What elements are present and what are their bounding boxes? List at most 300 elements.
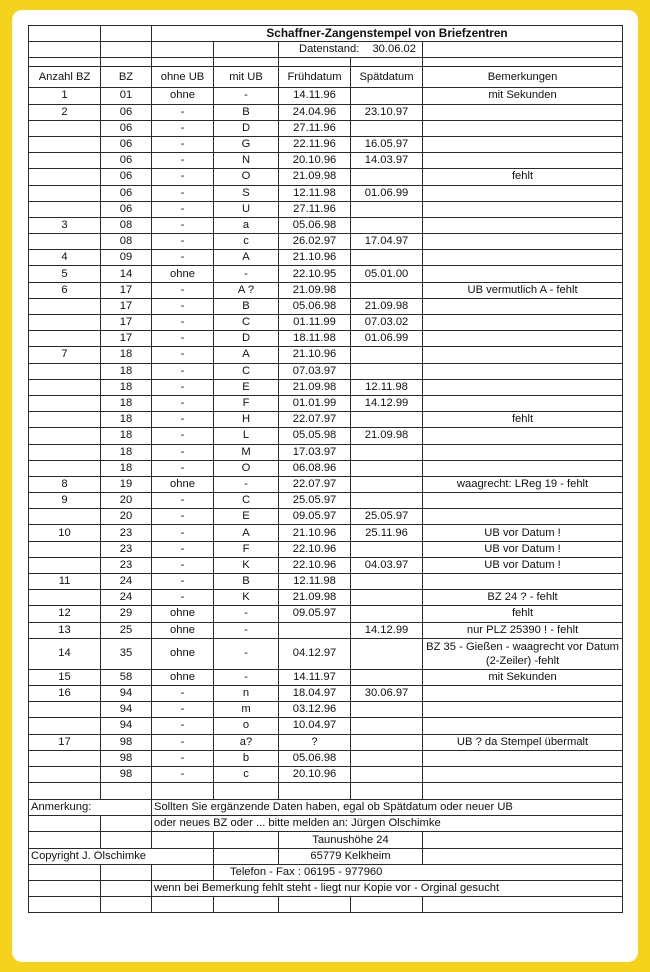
cell-bz: 18 bbox=[101, 347, 152, 363]
cell-mit-ub: C bbox=[214, 493, 279, 509]
cell-bemerkung bbox=[423, 363, 623, 379]
cell-bz: 94 bbox=[101, 702, 152, 718]
table-row bbox=[29, 476, 623, 492]
table-row bbox=[29, 525, 623, 541]
cell-anzahl-bz bbox=[29, 509, 101, 525]
cell-ohne-ub: - bbox=[152, 347, 214, 363]
cell-bz: 35 bbox=[101, 638, 152, 669]
cell-anzahl-bz: 1 bbox=[29, 88, 101, 104]
cell-ohne-ub: - bbox=[152, 379, 214, 395]
cell-mit-ub: G bbox=[214, 136, 279, 152]
cell-fruehdatum: 21.09.98 bbox=[279, 590, 351, 606]
cell-fruehdatum: 21.10.96 bbox=[279, 347, 351, 363]
cell-mit-ub: N bbox=[214, 153, 279, 169]
cell-bemerkung: BZ 24 ? - fehlt bbox=[423, 590, 623, 606]
cell-anzahl-bz: 2 bbox=[29, 104, 101, 120]
cell-bz: 17 bbox=[101, 315, 152, 331]
cell-fruehdatum: 18.04.97 bbox=[279, 685, 351, 701]
header-bemerkungen: Bemerkungen bbox=[423, 67, 623, 88]
cell-spaetdatum bbox=[351, 444, 423, 460]
cell-mit-ub: B bbox=[214, 574, 279, 590]
cell-spaetdatum bbox=[351, 217, 423, 233]
datenstand-value: 30.06.02 bbox=[372, 43, 416, 56]
cell-bz: 18 bbox=[101, 412, 152, 428]
cell-bemerkung bbox=[423, 315, 623, 331]
footer-row-6 bbox=[29, 881, 623, 897]
cell-bz: 06 bbox=[101, 153, 152, 169]
cell-bemerkung bbox=[423, 266, 623, 282]
stamp-table-body bbox=[29, 26, 623, 783]
cell-bz: 94 bbox=[101, 718, 152, 734]
cell-anzahl-bz bbox=[29, 750, 101, 766]
cell-mit-ub: O bbox=[214, 169, 279, 185]
footer-row-1 bbox=[29, 800, 623, 816]
cell-spaetdatum: 12.11.98 bbox=[351, 379, 423, 395]
cell-fruehdatum: 25.05.97 bbox=[279, 493, 351, 509]
cell-bz: 06 bbox=[101, 185, 152, 201]
cell-anzahl-bz bbox=[29, 185, 101, 201]
table-title: Schaffner-Zangenstempel von Briefzentren bbox=[152, 26, 623, 42]
cell-bemerkung: waagrecht: LReg 19 - fehlt bbox=[423, 476, 623, 492]
cell-mit-ub: E bbox=[214, 509, 279, 525]
cell-mit-ub: K bbox=[214, 590, 279, 606]
cell-ohne-ub: ohne bbox=[152, 476, 214, 492]
table-row bbox=[29, 460, 623, 476]
cell-ohne-ub: - bbox=[152, 541, 214, 557]
table-row bbox=[29, 428, 623, 444]
cell-fruehdatum: ? bbox=[279, 734, 351, 750]
table-row bbox=[29, 282, 623, 298]
table-row bbox=[29, 574, 623, 590]
cell-spaetdatum: 14.12.99 bbox=[351, 622, 423, 638]
table-row bbox=[29, 169, 623, 185]
cell-bz: 25 bbox=[101, 622, 152, 638]
table-row bbox=[29, 234, 623, 250]
cell-bemerkung: fehlt bbox=[423, 412, 623, 428]
cell-spaetdatum bbox=[351, 169, 423, 185]
cell-spaetdatum: 21.09.98 bbox=[351, 298, 423, 314]
footer-copyright: Copyright J. Olschimke bbox=[29, 848, 214, 864]
cell-anzahl-bz bbox=[29, 718, 101, 734]
footer-line-1: Sollten Sie ergänzende Daten haben, egal ob Spätdatum oder neuer UB bbox=[152, 800, 623, 816]
cell-spaetdatum: 23.10.97 bbox=[351, 104, 423, 120]
table-row bbox=[29, 88, 623, 104]
cell-ohne-ub: - bbox=[152, 412, 214, 428]
table-row bbox=[29, 331, 623, 347]
cell-anzahl-bz bbox=[29, 766, 101, 782]
cell-mit-ub: M bbox=[214, 444, 279, 460]
cell-spaetdatum: 01.06.99 bbox=[351, 331, 423, 347]
cell-bz: 09 bbox=[101, 250, 152, 266]
datenstand-row bbox=[29, 42, 623, 58]
cell-anzahl-bz: 7 bbox=[29, 347, 101, 363]
cell-spaetdatum: 07.03.02 bbox=[351, 315, 423, 331]
cell-mit-ub: - bbox=[214, 476, 279, 492]
footer-row-2 bbox=[29, 816, 623, 832]
cell-bemerkung: fehlt bbox=[423, 606, 623, 622]
cell-fruehdatum: 18.11.98 bbox=[279, 331, 351, 347]
table-row bbox=[29, 557, 623, 573]
title-row bbox=[29, 26, 623, 42]
cell-spaetdatum bbox=[351, 590, 423, 606]
table-row bbox=[29, 622, 623, 638]
table-row bbox=[29, 185, 623, 201]
table-row bbox=[29, 347, 623, 363]
cell-bz: 06 bbox=[101, 169, 152, 185]
cell-spaetdatum: 30.06.97 bbox=[351, 685, 423, 701]
cell-bz: 94 bbox=[101, 685, 152, 701]
cell-fruehdatum: 22.10.96 bbox=[279, 541, 351, 557]
cell-mit-ub: A bbox=[214, 347, 279, 363]
cell-ohne-ub: - bbox=[152, 169, 214, 185]
cell-bemerkung bbox=[423, 750, 623, 766]
header-bz: BZ bbox=[101, 67, 152, 88]
table-row bbox=[29, 669, 623, 685]
cell-anzahl-bz bbox=[29, 379, 101, 395]
cell-anzahl-bz bbox=[29, 201, 101, 217]
table-row bbox=[29, 606, 623, 622]
cell-bz: 06 bbox=[101, 136, 152, 152]
footer-note: wenn bei Bemerkung fehlt steht - liegt nur Kopie vor - Orginal gesucht bbox=[152, 881, 623, 897]
cell-spaetdatum bbox=[351, 460, 423, 476]
cell-ohne-ub: - bbox=[152, 702, 214, 718]
cell-spaetdatum bbox=[351, 606, 423, 622]
cell-mit-ub: B bbox=[214, 298, 279, 314]
cell-bz: 24 bbox=[101, 574, 152, 590]
cell-spaetdatum bbox=[351, 493, 423, 509]
cell-anzahl-bz: 8 bbox=[29, 476, 101, 492]
cell-bz: 01 bbox=[101, 88, 152, 104]
header-ohne-ub: ohne UB bbox=[152, 67, 214, 88]
cell-fruehdatum: 20.10.96 bbox=[279, 153, 351, 169]
footer-row-3 bbox=[29, 832, 623, 848]
cell-mit-ub: A ? bbox=[214, 282, 279, 298]
cell-fruehdatum: 21.09.98 bbox=[279, 169, 351, 185]
cell-anzahl-bz bbox=[29, 395, 101, 411]
cell-bemerkung: UB vor Datum ! bbox=[423, 557, 623, 573]
table-row bbox=[29, 541, 623, 557]
cell-fruehdatum bbox=[279, 622, 351, 638]
table-row bbox=[29, 363, 623, 379]
cell-mit-ub: a? bbox=[214, 734, 279, 750]
table-row bbox=[29, 493, 623, 509]
cell-bz: 98 bbox=[101, 734, 152, 750]
cell-ohne-ub: - bbox=[152, 185, 214, 201]
cell-fruehdatum: 24.04.96 bbox=[279, 104, 351, 120]
cell-fruehdatum: 07.03.97 bbox=[279, 363, 351, 379]
header-fruehdatum: Frühdatum bbox=[279, 67, 351, 88]
cell-bemerkung bbox=[423, 234, 623, 250]
cell-anzahl-bz bbox=[29, 120, 101, 136]
table-row bbox=[29, 685, 623, 701]
cell-mit-ub: F bbox=[214, 541, 279, 557]
cell-anzahl-bz bbox=[29, 331, 101, 347]
cell-ohne-ub: - bbox=[152, 395, 214, 411]
cell-spaetdatum bbox=[351, 476, 423, 492]
cell-fruehdatum: 05.06.98 bbox=[279, 217, 351, 233]
table-row bbox=[29, 766, 623, 782]
cell-bemerkung bbox=[423, 444, 623, 460]
cell-mit-ub: C bbox=[214, 315, 279, 331]
cell-ohne-ub: ohne bbox=[152, 266, 214, 282]
spacer-row bbox=[29, 58, 623, 67]
footer-line-2: oder neues BZ oder ... bitte melden an: Jürgen Olschimke bbox=[152, 816, 623, 832]
cell-ohne-ub: - bbox=[152, 750, 214, 766]
cell-ohne-ub: - bbox=[152, 590, 214, 606]
cell-anzahl-bz: 9 bbox=[29, 493, 101, 509]
cell-mit-ub: A bbox=[214, 525, 279, 541]
footer-street: Taunushöhe 24 bbox=[279, 832, 423, 848]
cell-mit-ub: n bbox=[214, 685, 279, 701]
cell-mit-ub: F bbox=[214, 395, 279, 411]
cell-spaetdatum bbox=[351, 363, 423, 379]
cell-bemerkung: mit Sekunden bbox=[423, 88, 623, 104]
cell-anzahl-bz: 17 bbox=[29, 734, 101, 750]
cell-bemerkung: UB vor Datum ! bbox=[423, 525, 623, 541]
cell-bemerkung bbox=[423, 574, 623, 590]
cell-bz: 06 bbox=[101, 201, 152, 217]
cell-fruehdatum: 22.10.95 bbox=[279, 266, 351, 282]
cell-spaetdatum: 25.05.97 bbox=[351, 509, 423, 525]
table-footer bbox=[29, 783, 623, 913]
cell-fruehdatum: 27.11.96 bbox=[279, 120, 351, 136]
cell-ohne-ub: - bbox=[152, 234, 214, 250]
cell-anzahl-bz bbox=[29, 153, 101, 169]
cell-bemerkung bbox=[423, 331, 623, 347]
cell-bz: 23 bbox=[101, 557, 152, 573]
cell-spaetdatum bbox=[351, 541, 423, 557]
cell-fruehdatum: 20.10.96 bbox=[279, 766, 351, 782]
cell-bemerkung bbox=[423, 379, 623, 395]
cell-ohne-ub: ohne bbox=[152, 622, 214, 638]
cell-fruehdatum: 17.03.97 bbox=[279, 444, 351, 460]
cell-ohne-ub: - bbox=[152, 493, 214, 509]
table-row bbox=[29, 750, 623, 766]
cell-bemerkung: UB vor Datum ! bbox=[423, 541, 623, 557]
table-row bbox=[29, 201, 623, 217]
datenstand-label: Datenstand: bbox=[298, 43, 360, 56]
cell-ohne-ub: - bbox=[152, 120, 214, 136]
anmerkung-label: Anmerkung: bbox=[29, 800, 152, 816]
cell-spaetdatum bbox=[351, 282, 423, 298]
cell-anzahl-bz bbox=[29, 590, 101, 606]
cell-fruehdatum: 06.08.96 bbox=[279, 460, 351, 476]
cell-spaetdatum bbox=[351, 120, 423, 136]
cell-bz: 18 bbox=[101, 428, 152, 444]
cell-ohne-ub: - bbox=[152, 217, 214, 233]
cell-anzahl-bz: 16 bbox=[29, 685, 101, 701]
footer-row-4 bbox=[29, 848, 623, 864]
cell-ohne-ub: - bbox=[152, 104, 214, 120]
cell-bz: 18 bbox=[101, 460, 152, 476]
cell-bemerkung: UB vermutlich A - fehlt bbox=[423, 282, 623, 298]
cell-mit-ub: - bbox=[214, 88, 279, 104]
cell-anzahl-bz bbox=[29, 234, 101, 250]
cell-mit-ub: m bbox=[214, 702, 279, 718]
cell-bz: 18 bbox=[101, 444, 152, 460]
cell-bz: 20 bbox=[101, 509, 152, 525]
cell-bz: 08 bbox=[101, 217, 152, 233]
cell-anzahl-bz bbox=[29, 428, 101, 444]
cell-anzahl-bz: 3 bbox=[29, 217, 101, 233]
table-row bbox=[29, 718, 623, 734]
cell-bz: 58 bbox=[101, 669, 152, 685]
cell-anzahl-bz bbox=[29, 363, 101, 379]
cell-anzahl-bz bbox=[29, 541, 101, 557]
cell-fruehdatum: 26.02.97 bbox=[279, 234, 351, 250]
cell-anzahl-bz bbox=[29, 444, 101, 460]
cell-anzahl-bz: 10 bbox=[29, 525, 101, 541]
cell-mit-ub: c bbox=[214, 234, 279, 250]
table-row bbox=[29, 250, 623, 266]
cell-bemerkung bbox=[423, 136, 623, 152]
cell-anzahl-bz bbox=[29, 169, 101, 185]
cell-mit-ub: - bbox=[214, 669, 279, 685]
stamp-table bbox=[28, 25, 623, 913]
cell-fruehdatum: 09.05.97 bbox=[279, 606, 351, 622]
cell-spaetdatum bbox=[351, 574, 423, 590]
cell-anzahl-bz bbox=[29, 298, 101, 314]
header-row bbox=[29, 67, 623, 88]
cell-fruehdatum: 21.10.96 bbox=[279, 525, 351, 541]
cell-fruehdatum: 05.06.98 bbox=[279, 750, 351, 766]
cell-ohne-ub: - bbox=[152, 574, 214, 590]
cell-fruehdatum: 14.11.96 bbox=[279, 88, 351, 104]
cell-ohne-ub: - bbox=[152, 734, 214, 750]
cell-bemerkung bbox=[423, 250, 623, 266]
cell-spaetdatum: 17.04.97 bbox=[351, 234, 423, 250]
cell-fruehdatum: 27.11.96 bbox=[279, 201, 351, 217]
cell-anzahl-bz bbox=[29, 460, 101, 476]
cell-mit-ub: a bbox=[214, 217, 279, 233]
table-row bbox=[29, 315, 623, 331]
cell-bemerkung: nur PLZ 25390 ! - fehlt bbox=[423, 622, 623, 638]
cell-bemerkung bbox=[423, 493, 623, 509]
cell-mit-ub: O bbox=[214, 460, 279, 476]
cell-bemerkung bbox=[423, 120, 623, 136]
cell-fruehdatum: 01.01.99 bbox=[279, 395, 351, 411]
cell-anzahl-bz bbox=[29, 136, 101, 152]
cell-bz: 17 bbox=[101, 282, 152, 298]
cell-mit-ub: C bbox=[214, 363, 279, 379]
cell-ohne-ub: - bbox=[152, 525, 214, 541]
table-row bbox=[29, 266, 623, 282]
cell-spaetdatum bbox=[351, 250, 423, 266]
cell-ohne-ub: - bbox=[152, 460, 214, 476]
cell-mit-ub: - bbox=[214, 266, 279, 282]
cell-fruehdatum: 22.11.96 bbox=[279, 136, 351, 152]
footer-row-7 bbox=[29, 897, 623, 913]
cell-bz: 17 bbox=[101, 331, 152, 347]
cell-fruehdatum: 21.09.98 bbox=[279, 282, 351, 298]
cell-ohne-ub: - bbox=[152, 136, 214, 152]
cell-fruehdatum: 04.12.97 bbox=[279, 638, 351, 669]
table-row bbox=[29, 298, 623, 314]
cell-bz: 17 bbox=[101, 298, 152, 314]
cell-ohne-ub: - bbox=[152, 685, 214, 701]
cell-bz: 98 bbox=[101, 766, 152, 782]
cell-bemerkung bbox=[423, 509, 623, 525]
cell-bemerkung bbox=[423, 153, 623, 169]
cell-ohne-ub: - bbox=[152, 557, 214, 573]
cell-spaetdatum bbox=[351, 412, 423, 428]
cell-bemerkung bbox=[423, 766, 623, 782]
cell-ohne-ub: ohne bbox=[152, 638, 214, 669]
cell-fruehdatum: 01.11.99 bbox=[279, 315, 351, 331]
cell-anzahl-bz: 5 bbox=[29, 266, 101, 282]
cell-bemerkung bbox=[423, 685, 623, 701]
cell-ohne-ub: - bbox=[152, 718, 214, 734]
cell-anzahl-bz: 13 bbox=[29, 622, 101, 638]
gap-row bbox=[29, 783, 623, 800]
table-row bbox=[29, 217, 623, 233]
cell-mit-ub: A bbox=[214, 250, 279, 266]
cell-bz: 29 bbox=[101, 606, 152, 622]
cell-spaetdatum bbox=[351, 347, 423, 363]
cell-bz: 06 bbox=[101, 104, 152, 120]
cell-bz: 98 bbox=[101, 750, 152, 766]
table-row bbox=[29, 638, 623, 669]
cell-bemerkung: UB ? da Stempel übermalt bbox=[423, 734, 623, 750]
table-row bbox=[29, 444, 623, 460]
cell-bz: 23 bbox=[101, 541, 152, 557]
cell-spaetdatum: 05.01.00 bbox=[351, 266, 423, 282]
table-row bbox=[29, 702, 623, 718]
header-mit-ub: mit UB bbox=[214, 67, 279, 88]
cell-fruehdatum: 12.11.98 bbox=[279, 574, 351, 590]
cell-mit-ub: D bbox=[214, 331, 279, 347]
cell-mit-ub: - bbox=[214, 606, 279, 622]
cell-anzahl-bz: 15 bbox=[29, 669, 101, 685]
cell-fruehdatum: 22.10.96 bbox=[279, 557, 351, 573]
cell-ohne-ub: - bbox=[152, 201, 214, 217]
cell-anzahl-bz bbox=[29, 412, 101, 428]
cell-ohne-ub: ohne bbox=[152, 669, 214, 685]
cell-bemerkung bbox=[423, 718, 623, 734]
cell-anzahl-bz: 11 bbox=[29, 574, 101, 590]
cell-fruehdatum: 09.05.97 bbox=[279, 509, 351, 525]
cell-fruehdatum: 05.05.98 bbox=[279, 428, 351, 444]
cell-spaetdatum bbox=[351, 718, 423, 734]
cell-spaetdatum: 14.03.97 bbox=[351, 153, 423, 169]
cell-ohne-ub: - bbox=[152, 153, 214, 169]
cell-fruehdatum: 22.07.97 bbox=[279, 476, 351, 492]
table-row bbox=[29, 136, 623, 152]
cell-mit-ub: - bbox=[214, 622, 279, 638]
cell-spaetdatum bbox=[351, 669, 423, 685]
cell-ohne-ub: - bbox=[152, 428, 214, 444]
cell-bz: 14 bbox=[101, 266, 152, 282]
cell-ohne-ub: - bbox=[152, 315, 214, 331]
cell-fruehdatum: 10.04.97 bbox=[279, 718, 351, 734]
cell-bz: 24 bbox=[101, 590, 152, 606]
cell-fruehdatum: 12.11.98 bbox=[279, 185, 351, 201]
cell-ohne-ub: - bbox=[152, 250, 214, 266]
table-row bbox=[29, 395, 623, 411]
cell-bz: 06 bbox=[101, 120, 152, 136]
table-row bbox=[29, 590, 623, 606]
cell-fruehdatum: 21.09.98 bbox=[279, 379, 351, 395]
cell-mit-ub: L bbox=[214, 428, 279, 444]
cell-ohne-ub: ohne bbox=[152, 88, 214, 104]
cell-mit-ub: H bbox=[214, 412, 279, 428]
cell-spaetdatum: 16.05.97 bbox=[351, 136, 423, 152]
cell-spaetdatum bbox=[351, 201, 423, 217]
cell-mit-ub: S bbox=[214, 185, 279, 201]
cell-bemerkung bbox=[423, 201, 623, 217]
cell-spaetdatum bbox=[351, 750, 423, 766]
cell-bz: 08 bbox=[101, 234, 152, 250]
